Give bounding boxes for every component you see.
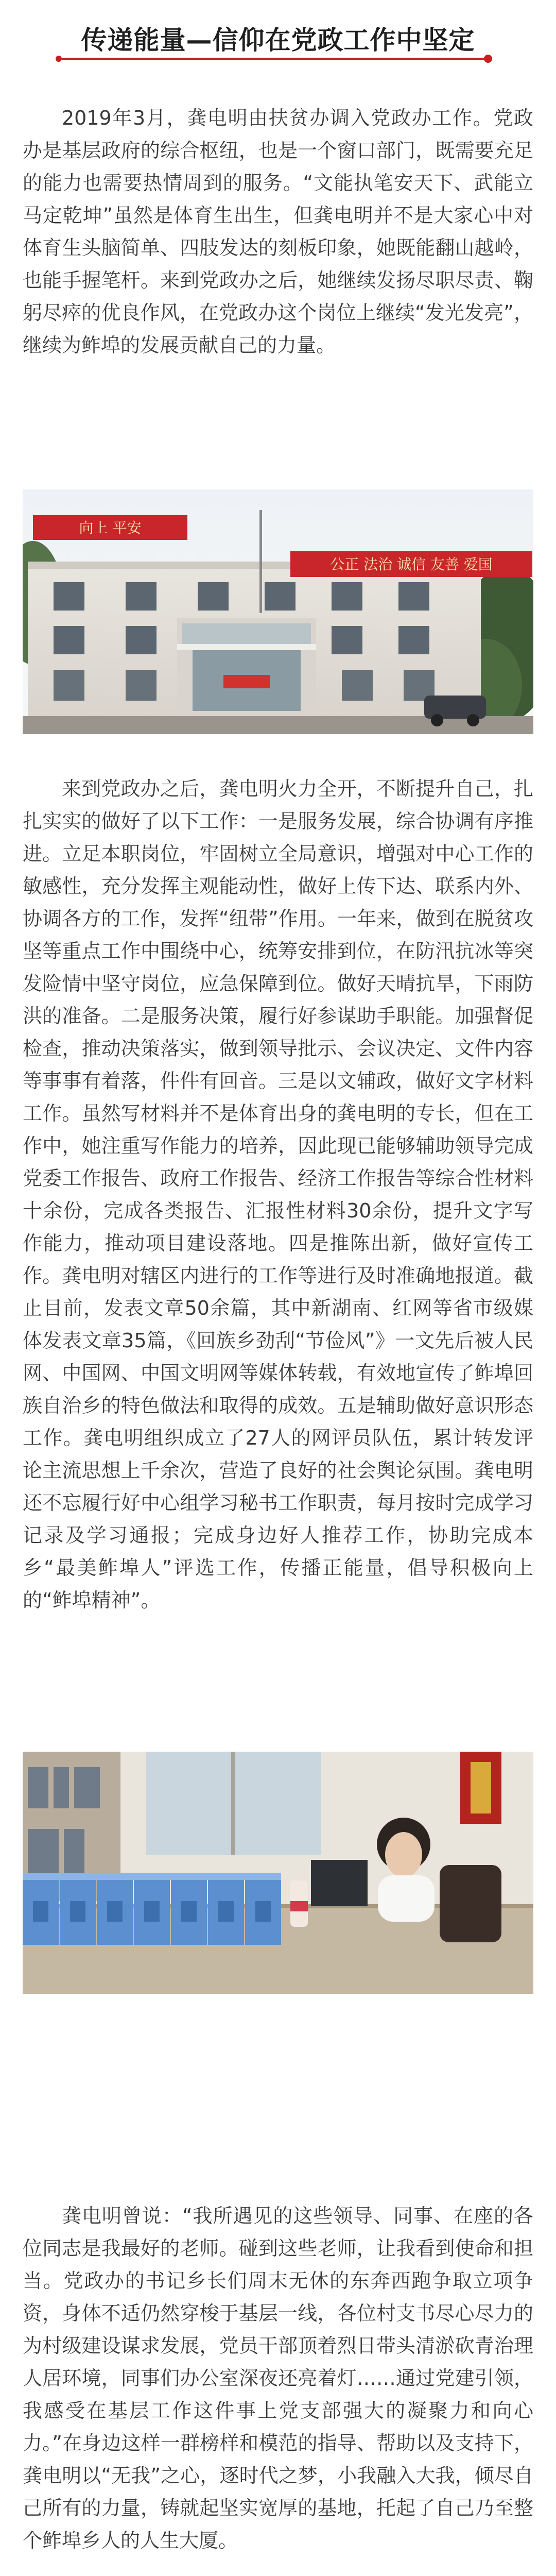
- article-paragraph-work: 来到党政办之后，龚电明火力全开，不断提升自己，扎扎实实的做好了以下工作：一是服务发展，综合协调有序推进。立足本职岗位，牢固树立全局意识，增强对中心工作的敏感性，充分发挥主观能动性，做好上传下达、联系内外、协调各方的工作，发挥“纽带”作用。一年来，做到在脱贫攻坚等重点工作中围绕中心，统筹安排到位，在防汛抗冰等突发险情中坚守岗位，应急保障到位。做好天晴抗旱，下雨防洪的准备。二是服务决策，履行好参谋助手职能。加强督促检查，推动决策落实，做到领导批示、会议决定、文件内容等事事有着落，件件有回音。三是以文辅政，做好文字材料工作。虽然写材料并不是体育出身的龚电明的专长，但在工作中，她注重写作能力的培养，因此现已能够辅助领导完成党委工作报告、政府工作报告、经济工作报告等综合性材料十余份，完成各类报告、汇报性材料30余份，提升文字写作能力，推动项目建设落地。四是推陈出新，做好宣传工作。龚电明对辖区内进行的工作等进行及时准确地报道。截止目前，发表文章50余篇，其中新湖南、红网等省市级媒体发表文章35篇，《回族乡劲刮“节俭风”》一文先后被人民网、中国网、中国文明网等媒体转载，有效地宣传了鲊埠回族自治乡的特色做法和取得的成效。五是辅助做好意识形态工作。龚电明组织成立了27人的网评员队伍，累计转发评论主流思想上千余次，营造了良好的社会舆论氛围。龚电明还不忘履行好中心组学习秘书工作职责，每月按时完成学习记录及学习通报；完成身边好人推荐工作，协助完成本乡“最美鲊埠人”评选工作，传播正能量，倡导积极向上的“鲊埠精神”。: [23, 777, 533, 1612]
- photo-office-building: [23, 489, 533, 734]
- title-rule-dot-left: [56, 56, 62, 62]
- article-title: 传递能量—信仰在党政工作中坚定: [81, 25, 475, 55]
- article-header: [0, 0, 556, 103]
- banner-text-right: 公正 法治 诚信 友善 爱国: [330, 556, 493, 573]
- office-building-illustration: [23, 489, 533, 734]
- banner-text-left: 向上 平安: [79, 519, 142, 536]
- title-rule-dot-right: [484, 55, 492, 63]
- article-paragraph-intro: 2019年3月，龚电明由扶贫办调入党政办工作。党政办是基层政府的综合枢纽，也是一个窗口部门，既需要充足的能力也需要热情周到的服务。“文能执笔安天下、武能立马定乾坤”虽然是体育生出生，但龚电明并不是大家心中对体育生头脑简单、四肢发达的刻板印象，她既能翻山越岭，也能手握笔杆。来到党政办之后，她继续发扬尽职尽责、鞠躬尽瘁的优良作风，在党政办这个岗位上继续“发光发亮”，继续为鲊埠的发展贡献自己的力量。: [23, 107, 533, 357]
- photo-office-desk: [23, 1752, 533, 1994]
- article-paragraph-quote: 龚电明曾说：“我所遇见的这些领导、同事、在座的各位同志是我最好的老师。碰到这些老师，让我看到使命和担当。党政办的书记乡长们周末无休的东奔西跑争取立项争资，身体不适仍然穿梭于基层一线，各位村支书尽心尽力的为村级建设谋求发展，党员干部顶着烈日带头清淤砍青治理人居环境，同事们办公室深夜还亮着灯……通过党建引领，我感受在基层工作这件事上党支部强大的凝聚力和向心力。”在身边这样一群榜样和模范的指导、帮助以及支持下，龚电明以“无我”之心，逐时代之梦，小我融入大我，倾尽自己所有的力量，铸就起坚实宽厚的基地，托起了自己乃至整个鲊埠乡人的人生大厦。: [23, 2205, 533, 2552]
- title-underline: [62, 58, 484, 60]
- office-desk-illustration: [23, 1752, 533, 1994]
